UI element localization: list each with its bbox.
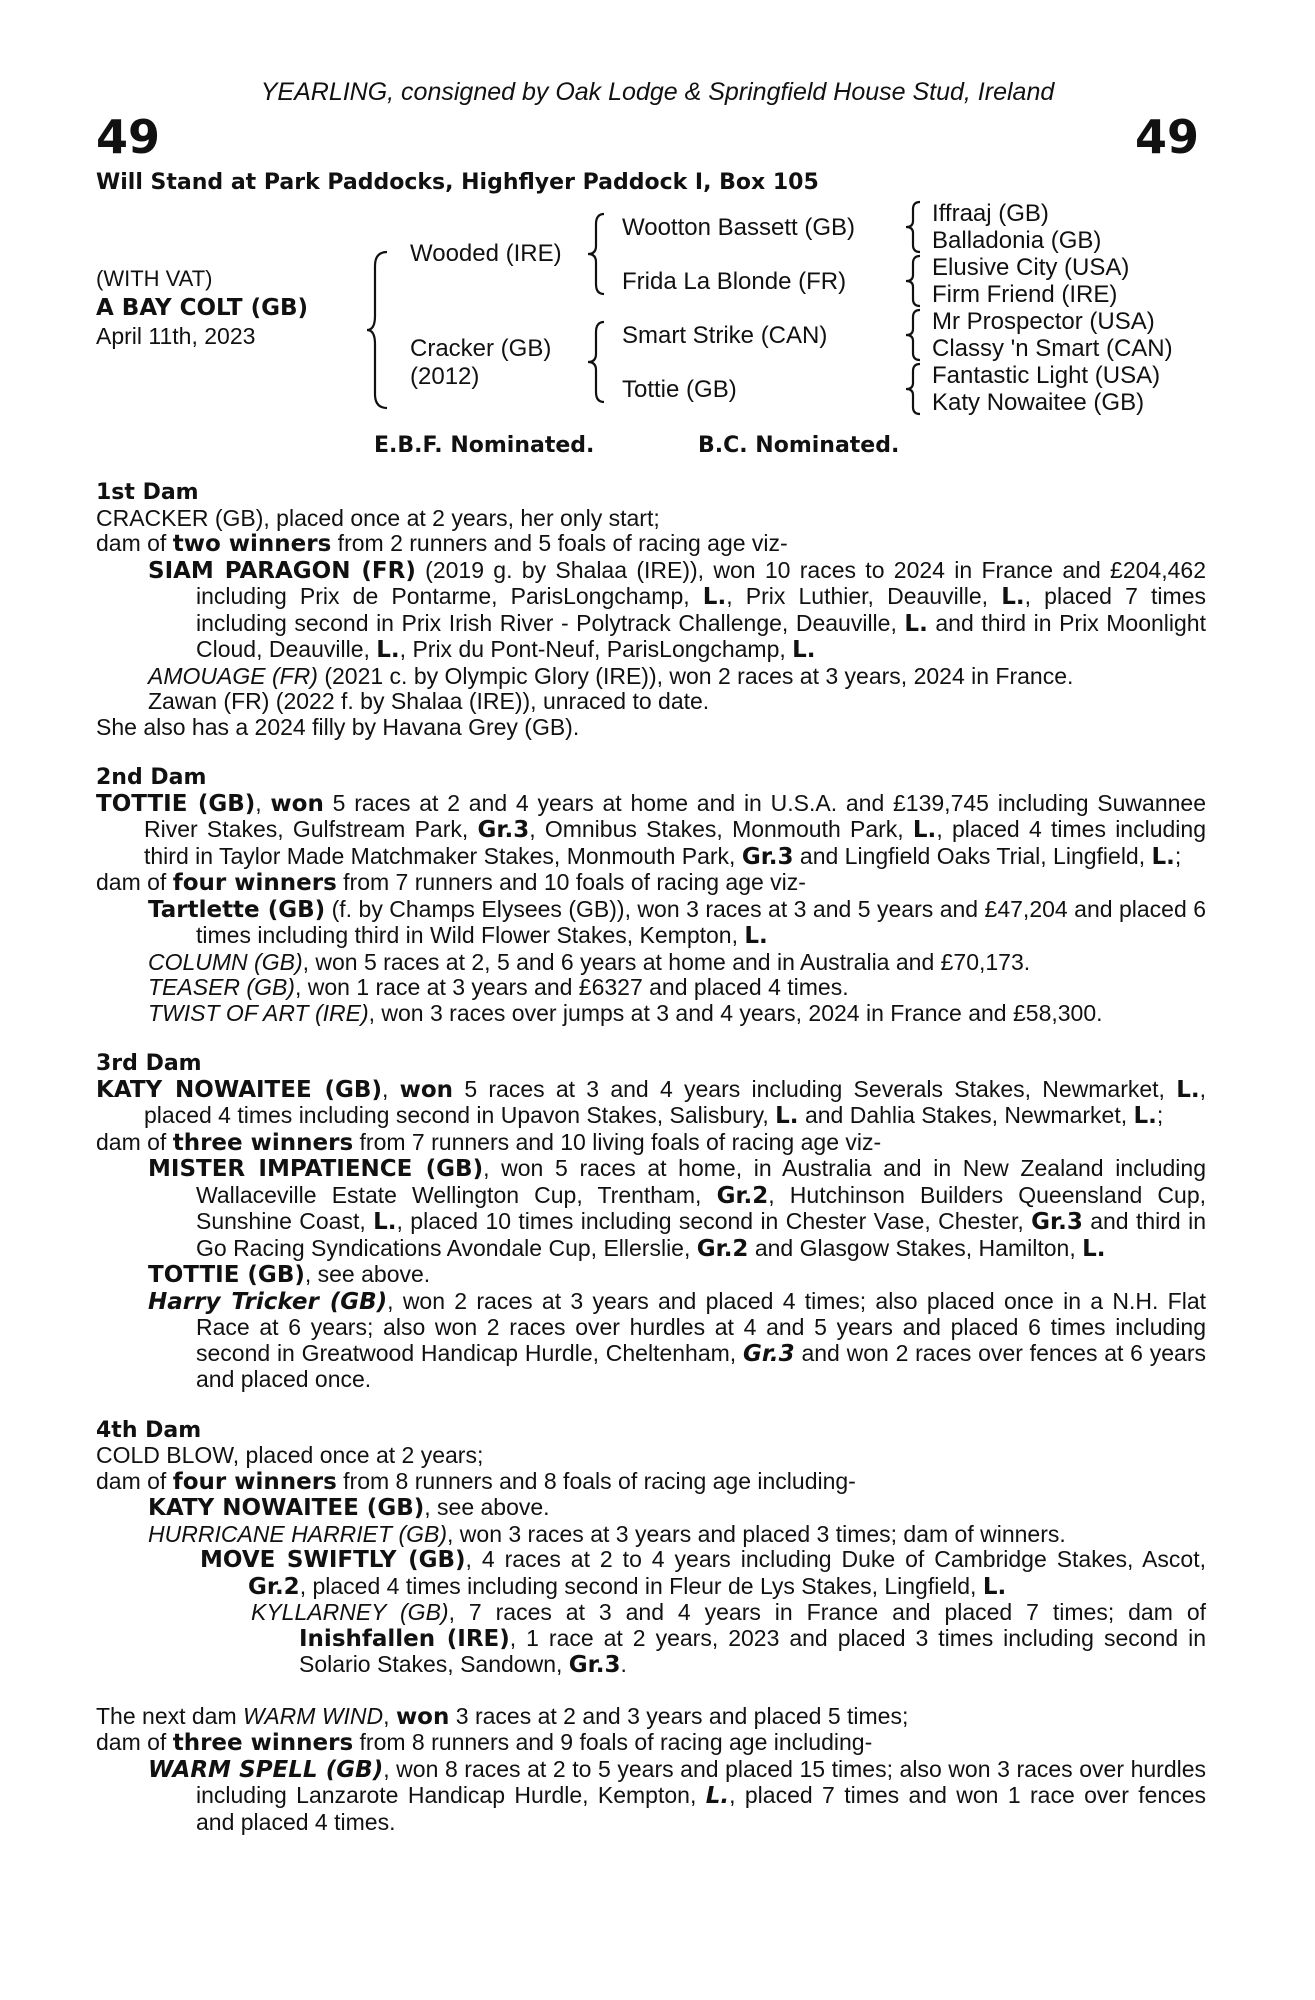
catalogue-caption: YEARLING, consigned by Oak Lodge & Springfield House Stud, Ireland bbox=[260, 78, 1055, 106]
pedigree-dam-dam: Tottie (GB) bbox=[622, 376, 737, 403]
produce-entry: MOVE SWIFTLY (GB), 4 races at 2 to 4 years including Duke of Cambridge Stakes, Ascot, Gr.2, placed 4 times including second in Fleur de Lys Stakes, Lingfield, L. bbox=[200, 1546, 1206, 1600]
ebf-nomination: E.B.F. Nominated. bbox=[374, 433, 595, 458]
section-heading: 3rd Dam bbox=[96, 1051, 202, 1076]
dam-summary: TOTTIE (GB), won 5 races at 2 and 4 years at home and in U.S.A. and £139,745 including Suwannee River Stakes, Gulfstream Park, Gr.3, Omnibus Stakes, Monmouth Park, L., placed 4 times including third in Taylor Made Matchmaker Stakes, Monmouth Park, Gr.3 and Lingfield Oaks Trial, Lingfield, L.; bbox=[96, 789, 1206, 870]
pedigree-brace-g1 bbox=[906, 200, 926, 254]
pedigree-g-5: Mr Prospector (USA) bbox=[932, 308, 1155, 335]
pedigree-g-4: Firm Friend (IRE) bbox=[932, 281, 1118, 308]
pedigree-g-6: Classy 'n Smart (CAN) bbox=[932, 335, 1173, 362]
produce-entry: COLUMN (GB), won 5 races at 2, 5 and 6 years at home and in Australia and £70,173. bbox=[148, 948, 1031, 975]
produce-entry: Tartlette (GB) (f. by Champs Elysees (GB)), won 3 races at 3 and 5 years and £47,204 and placed 6 times including third in Wild Flower Stakes, Kempton, L. bbox=[148, 895, 1207, 949]
produce-record bbox=[96, 480, 1206, 1835]
fourth-dam-section bbox=[96, 1418, 1206, 1679]
produce-entry: TOTTIE (GB), see above. bbox=[148, 1261, 431, 1288]
pedigree-brace-main bbox=[367, 250, 391, 410]
dam-produce-summary: dam of two winners from 2 runners and 5 foals of racing age viz- bbox=[96, 530, 788, 557]
produce-entry: Harry Tricker (GB), won 2 races at 3 years and placed 4 times; also placed once in a N.H. Flat Race at 6 years; also won 2 races over hurdles at 4 and 5 years and placed 6 times including second in Greatwood Handicap Hurdle, Cheltenham, Gr.3 and won 2 races over fences at 6 years and placed once. bbox=[148, 1287, 1207, 1392]
lot-number-left: 49 bbox=[96, 110, 161, 164]
foaling-date: April 11th, 2023 bbox=[96, 323, 256, 349]
pedigree-sire: Wooded (IRE) bbox=[410, 240, 562, 267]
section-heading: 2nd Dam bbox=[96, 765, 207, 790]
produce-entry: WARM SPELL (GB), won 8 races at 2 to 5 years and placed 15 times; also won 3 races over hurdles including Lanzarote Handicap Hurdle, Kempton, L., placed 7 times and won 1 race over fences and placed 4 times. bbox=[148, 1755, 1207, 1835]
horse-name: A BAY COLT (GB) bbox=[96, 295, 309, 321]
produce-entry: KATY NOWAITEE (GB), see above. bbox=[148, 1494, 550, 1521]
pedigree-sire-dam: Frida La Blonde (FR) bbox=[622, 268, 847, 295]
bc-nomination: B.C. Nominated. bbox=[698, 433, 900, 458]
section-heading: 1st Dam bbox=[96, 480, 199, 505]
dam-produce-summary: dam of three winners from 7 runners and 10 living foals of racing age viz- bbox=[96, 1128, 882, 1156]
vat-note: (WITH VAT) bbox=[96, 266, 213, 291]
pedigree-g-7: Fantastic Light (USA) bbox=[932, 362, 1161, 389]
dam-note: She also has a 2024 filly by Havana Grey (GB). bbox=[96, 713, 580, 740]
produce-entry: SIAM PARAGON (FR) (2019 g. by Shalaa (IRE)), won 10 races to 2024 in France and £204,462 including Prix de Pontarme, ParisLongchamp, L., Prix Luthier, Deauville, L., placed 7 times including second in Prix Irish River - Polytrack Challenge, Deauville, L. and third in Prix Moonlight Cloud, Deauville, L., Prix du Pont-Neuf, ParisLongchamp, L. bbox=[148, 556, 1206, 663]
pedigree-dam: Cracker (GB) bbox=[410, 335, 552, 362]
dam-summary: CRACKER (GB), placed once at 2 years, her only start; bbox=[96, 504, 660, 531]
pedigree-brace-g2 bbox=[906, 254, 926, 308]
produce-entry: AMOUAGE (FR) (2021 c. by Olympic Glory (IRE)), won 2 races at 3 years, 2024 in France. bbox=[148, 662, 1074, 689]
dam-summary: KATY NOWAITEE (GB), won 5 races at 3 and 4 years including Severals Stakes, Newmarket, L., placed 4 times including second in Upavon Stakes, Salisbury, L. and Dahlia Stakes, Newmarket, L.; bbox=[96, 1075, 1206, 1129]
produce-entry: TEASER (GB), won 1 race at 3 years and £6327 and placed 4 times. bbox=[148, 974, 849, 1000]
pedigree-dam-sire: Smart Strike (CAN) bbox=[622, 322, 828, 349]
pedigree-g-8: Katy Nowaitee (GB) bbox=[932, 389, 1145, 416]
dam-produce-summary: dam of three winners from 8 runners and 9 foals of racing age including- bbox=[96, 1729, 873, 1756]
pedigree-g-1: Iffraaj (GB) bbox=[932, 200, 1049, 227]
dam-produce-summary: dam of four winners from 8 runners and 8 foals of racing age including- bbox=[96, 1467, 856, 1495]
pedigree-g-3: Elusive City (USA) bbox=[932, 254, 1130, 281]
stand-location: Will Stand at Park Paddocks, Highflyer Paddock I, Box 105 bbox=[96, 170, 819, 195]
section-heading: 4th Dam bbox=[96, 1417, 202, 1443]
produce-entry: TWIST OF ART (IRE), won 3 races over jumps at 3 and 4 years, 2024 in France and £58,300. bbox=[148, 999, 1103, 1026]
third-dam-section bbox=[96, 1051, 1206, 1393]
dam-produce-summary: dam of four winners from 7 runners and 10 foals of racing age viz- bbox=[96, 869, 806, 896]
pedigree-g-2: Balladonia (GB) bbox=[932, 227, 1102, 254]
pedigree-brace-dam bbox=[588, 320, 610, 404]
dam-summary: COLD BLOW, placed once at 2 years; bbox=[96, 1442, 484, 1468]
lot-number-right: 49 bbox=[1134, 110, 1199, 164]
produce-entry: MISTER IMPATIENCE (GB), won 5 races at home, in Australia and in New Zealand including Wallaceville Estate Wellington Cup, Trentham, Gr.2, Hutchinson Builders Queensland Cup, Sunshine Coast, L., placed 10 times including second in Chester Vase, Chester, Gr.3 and third in Go Racing Syndications Avondale Cup, Ellerslie, Gr.2 and Glasgow Stakes, Hamilton, L. bbox=[148, 1155, 1206, 1262]
first-dam-section bbox=[96, 480, 1206, 740]
pedigree-sire-sire: Wootton Bassett (GB) bbox=[622, 214, 855, 241]
pedigree-brace-g4 bbox=[906, 362, 926, 416]
produce-entry: KYLLARNEY (GB), 7 races at 3 and 4 years in France and placed 7 times; dam of Inishfallen (IRE), 1 race at 2 years, 2023 and placed 3 times including second in Solario Stakes, Sandown, Gr.3. bbox=[251, 1599, 1206, 1678]
produce-entry: HURRICANE HARRIET (GB), won 3 races at 3 years and placed 3 times; dam of winners. bbox=[148, 1520, 1066, 1547]
produce-entry: Zawan (FR) (2022 f. by Shalaa (IRE)), unraced to date. bbox=[148, 688, 710, 714]
pedigree-brace-sire bbox=[588, 212, 610, 296]
dam-summary: The next dam WARM WIND, won 3 races at 2 and 3 years and placed 5 times; bbox=[96, 1702, 909, 1730]
second-dam-section bbox=[96, 765, 1206, 1026]
pedigree-dam-year: (2012) bbox=[410, 363, 480, 390]
next-dam-section bbox=[96, 1704, 1206, 1836]
pedigree-brace-g3 bbox=[906, 308, 926, 362]
